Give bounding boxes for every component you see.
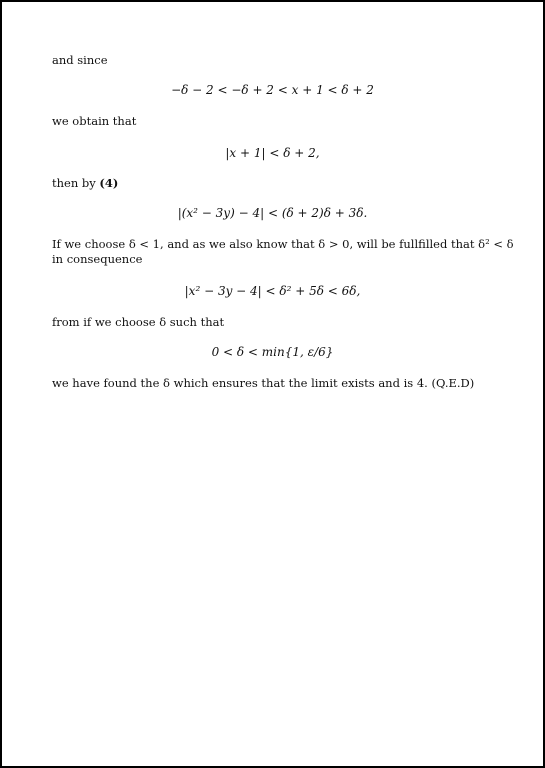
text-line-in-consequence: in consequence: [52, 252, 143, 266]
then-by-text: then by: [52, 176, 96, 190]
equation-delta-min: 0 < δ < min{1, ε/6}: [211, 345, 334, 359]
equation-bound-expression: |(x² − 3y) − 4| < (δ + 2)δ + 3δ.: [177, 206, 368, 220]
text-line-and-since: and since: [52, 53, 108, 67]
text-line-then-by: [52, 176, 118, 190]
text-line-conclusion: we have found the δ which ensures that the limit exists and is 4. (Q.E.D): [52, 376, 475, 390]
text-line-if-we-choose: If we choose δ < 1, and as we also know that δ > 0, will be fullfilled that δ² < δ: [52, 237, 514, 251]
equation-inequality-chain: −δ − 2 < −δ + 2 < x + 1 < δ + 2: [171, 83, 374, 97]
equation-six-delta-bound: |x² − 3y − 4| < δ² + 5δ < 6δ,: [184, 284, 361, 298]
equation-abs-x-plus-1: |x + 1| < δ + 2,: [225, 146, 320, 160]
equation-reference: (4): [99, 176, 119, 190]
text-line-from-if: from if we choose δ such that: [52, 315, 225, 329]
text-line-we-obtain: we obtain that: [52, 114, 137, 128]
